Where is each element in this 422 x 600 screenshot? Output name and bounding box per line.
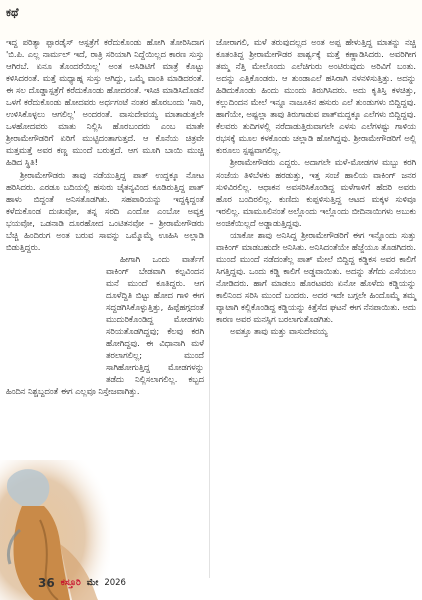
page-number: 36 (38, 576, 55, 590)
left-column (6, 36, 204, 397)
paragraph: ಶ್ರೀರಾಮೇಗೌಡರು ಎದ್ದರು. ಅದಾಗಲೇ ಮಳೆ-ಮೋಡಗಳ ಮಬ್ಬು ಕರಗಿ ಸಂಜೆಯ ತಿಳಿಬೆಳಕು ಹರಡುತ್ತು, ಇತ್ತ ಸಂಜೆ ಹಾಲಿಯ ವಾಕಿಂಗ್ ಜನರ ಸುಳಿವಿರಲಿಲ್ಲ. ಆಧಾಕನ ಅವಸರಿಸಿಕೊಂಡಿದ್ದ ಮಳೆಗಾಳಿಗೆ ಹೆದರಿ ಅವರು ಹೊರ ಬಂದಿರಲಿಲ್ಲ. ಕುಣಿದು ಕುಪ್ಪಳಿಸುತ್ತಿದ್ದ ಆಟದ ಮಕ್ಕಳ ಸುಳಿವೂ ಇರಲಿಲ್ಲ. ಮಾಮೂಲಿನಂತೆ ಅಲ್ಲೊಂದು ಇಲ್ಲೊಂದು ಬೀದಿನಾಯಿಗಳು ಅಬುಕು ಅಂಜಿಕೆಯಿಲ್ಲದೆ ಅಡ್ಡಾಡುತ್ತಿದ್ದವು. (216, 157, 416, 228)
section-label: ಕಥೆ (6, 6, 19, 19)
right-column (216, 36, 416, 337)
paragraph: ಜೋರಾಗಲಿ, ಮಳೆ ತರುವುದಲ್ಲದ ಅಂತ ಅಪ್ಪ ಹೇಳುತ್ತಿದ್ದ ಮಾತನ್ನು ನಚ್ಚಿ ಕೂತಂತಿದ್ದ ಶ್ರೀರಾಮೇಗೌಡರ ಪಾರ್ಶ್ವಕ್ಕೆ ಮತ್ತೆ ಕಣ್ಣಾಡಿಸಿದರು. ಅವರಿಗೀಗ ತಮ್ಮ ನೆತ್ತಿ ಮೇಲೊಂದು ಎಲೆಚಿಗುರು ಅಂಟಿರುವುದು ಅರಿವಿಗೆ ಬಂತು. ಅದನ್ನು ಎತ್ತಿಕೊಂಡರು. ಆ ತುಂಡಾಎಲೆ ಹಸಿರಾಗಿ ನಳನಳಿಸುತ್ತಿತ್ತು. ಅದನ್ನು ಹಿಡಿದುಕೊಂಡು ಹಿಂದು ಮುಂದು ತಿರುಗಿಸಿದರು. ಅದು ಕೃತಿಸ್ತಿ ಕಳಚಿತ್ತು, ಕಲ್ಲುದಿಂದನ ಮೇಲೆ ಇನ್ನೂ ನಾಜೂಕಿನ ಹಸುರು ಎಲೆ ತುಂಡುಗಳು ಬಿದ್ದಿದ್ದವು. ಹಾಗೆಯೇ, ಅಷ್ಟಲ್ಲಾ ತಾವು ತಿರುಗಾಡುವ ಪಾತ್‌ಮದ್ದಕ್ಕೂ ಎಲೆಗಳು ಬಿದ್ದಿದ್ದವು. ಕೆಲವರು ತುದಿಗಳಲ್ಲಿ ನರೆದಾಡುತ್ತಿರುವಾಗಲೇ ಎಳಸು ಎಲೆಗಳಷ್ಟು ಗಾಳಿಯ ರಭಸಕ್ಕೆ ಮೂಲ ಕಳಕೊಂಡು ಚಲ್ಲಾಡಿ ಹೋಗಿದ್ದವು. ಶ್ರೀರಾಮೇಗೌಡರಿಗೆ ಅಲ್ಲಿ ಕುರೂಲು ಸ್ಪಷ್ಟವಾಗಲಿಲ್ಲ. (216, 37, 416, 156)
paragraph: ಹೀಗಾಗಿ ಒಂದು ವಾರ್ತೆಗೆ ವಾಕಿಂಗ್ ಬೇಡವಾಗಿ ಕಲ್ಪವಿಂದನ ಮನೆ ಮುಂದೆ ಕೂತಿದ್ದರು. ಆಗ ದೂಳೆದ್ದಿತಿ ಬಿಟ್ಟು ಹೋದ ಗಾಳಿ ಈಗ ಸದ್ದಡಗಿಸಿಕೊಳ್ಳುತ್ತಿತ್ತು, ಹಿಪ್ಪೆಹಗ್ಗದಂತೆ ಮುದುರಿಕೊಂಡಿದ್ದ ಮೋಡಗಳು ಸರಿಯತೊಡಗಿದ್ದವು; ಕೆಲವು ಕರಗಿ ಹೋಗಿದ್ದವು. ಈ ವಿಧಾನಾಗಿ ಮಳೆ ತರಲಾಗಲಿಲ್ಲ; ಮುಂದೆ ಸಾಗಿಹೋಗುತ್ತಿದ್ದ ಮೋಡಗಳನ್ನು ತಡೆದು ನಿಲ್ಲಿಸಲಾಗಲಿಲ್ಲ. ಕಬ್ಬದ ಹಿಂದಿನ ನಿಶ್ಚಬ್ದದಂತೆ ಈಗ ಎಲ್ಲವೂ ನಿಸ್ತೇಜವಾಗಿತ್ತು. (6, 253, 204, 397)
paragraph: ಯಾಕೋ ಶಾವು ಅನಿಸಿದ್ದ ಶ್ರೀರಾಮೇಗೌಡರಿಗೆ ಈಗ ಇನ್ನೊಂದು ಸುತ್ತು ವಾಕಿಂಗ್ ಮಾಡಬಹುದೇ ಅನಿಸಿತು. ಅನಿಸಿದಂತೆಯೇ ಹೆಜ್ಜೆಯೂ ತೊಡಗಿದರು. ಮುಂದೆ ಮುಂದೆ ನಡೆದಂತೆಲ್ಲ ಪಾತ್ ಮೇಲೆ ಬಿದ್ದಿದ್ದ ಕಡ್ಡಿಕಸ ಅವರ ಕಾಲಿಗೆ ಸಿಗತ್ತಿದ್ದವು. ಒಂದು ಕಡ್ಡಿ ಕಾಲಿಗೆ ಅಡ್ಡವಾಯಿತು. ಅದನ್ನು ತೆಗೆದು ಎಸೆಯಲು ನೋಡಿದರು. ಹಾಗೆ ಮಾಡಲು ಹೊರಟವರು ಏನೋ ಹೊಳೆದು ಕಡ್ಡಿಯನ್ನು ಕಾಲಿನಿಂದ ಸರಿಸಿ ಮುಂದೆ ಬಂದರು. ಅದರ ಇದೇ ಬಗ್ಗಲೇ ಹಿಂದೊಮ್ಮೆ ತಮ್ಮ ವ್ಯಾಟಾಗಿ ಕಲ್ಲಿಕೊಂಡಿದ್ದ ಕಡ್ಡಿಯನ್ನು ಕಿತ್ತೆಸೆದ ಘಟನೆ ಈಗ ನೆನಪಾಯಿತು. ಅದು ಕಾರಣ ಅವರ ಮನಸ್ಸಿಗ ಬರಲಾಗುತೊಡಗಿತು. (216, 229, 416, 325)
column-divider (209, 40, 210, 578)
paragraph: ಅವತ್ತೂ ತಾವು ಮತ್ತು ವಾಸುದೇವಯ್ಯ (230, 326, 328, 337)
illustration-spacer (6, 253, 106, 381)
header-bar (0, 0, 422, 40)
issue-month: ಮೇ (86, 578, 99, 588)
page-footer (38, 574, 126, 592)
paragraph: ಶ್ರೀರಾಮೇಗೌಡರು ತಾವು ನಡೆಯುತ್ತಿದ್ದ ಪಾತ್ ಉದ್ದಕ್ಕೂ ನೋಟ ಹರಿಸಿದರು. ಎರಡೂ ಬದಿಯಲ್ಲಿ ಹಸುರು ಚೈತನ್ಯವಿಂದ ಕೂಡಿರುತ್ತಿದ್ದ ಪಾತ್ ಹಾಳು ಬಿದ್ದಂತೆ ಅನಿಸತೊಡಗಿತು. ಸಹಪಾಠಿಯನ್ನು ಇದ್ದಕ್ಕಿದ್ದಂತೆ ಕಳೆದುಕೊಂಡ ದುಃಖವೋ, ತನ್ನ ಸರದಿ ಎಂದೋ ಎಂಬೋ ಅವ್ಯಕ್ತ ಭಯವೋ, ಒಡನಾಡಿ ದೂರಹೋದ ಒಂಟಿತನವೋ – ಶ್ರೀರಾಮೇಗೌಡರು ಬೆಚ್ಚಿ ಹಿಂದಿರುಗ ಅಂತ ಬರುವ ಸಾವನ್ನು ಒಮ್ಮೊಮ್ಮೆ ಊಹಿಸಿ ಅಲ್ಲಾಡಿ ಬಿಡುತ್ತಿದ್ದರು. (6, 169, 204, 252)
issue-year: 2026 (104, 578, 126, 588)
paragraph: ಇದ್ದ ಪರಿತ್ಯಾ ಪ್ಪಾರಡೈಸ್ ಆಸ್ಪತ್ರೆಗೆ ಕರೆದುಕೊಂಡು ಹೋಗಿ ತೋರಿಸಿದಾಗ 'ಬಿ.ಪಿ. ಎಲ್ಲ ನಾರ್ಮಲ್ ಇದೆ, ರಾತ್ರಿ ಸರಿಯಾಗಿ ನಿದ್ದೆಯಿಲ್ಲದ ಕಾರಣ ಸುಸ್ತು ಆಗಿರಬೆ. ಏನೂ ತೊಂದರೆಯಿಲ್ಲ' ಅಂತ ಅಸಿಡಿಟಿಗೆ ಮಾತ್ರೆ ಕೊಟ್ಟು ಕಳಿಸಿದರಂತೆ. ಮತ್ತೆ ಮಧ್ಯಾಹ್ನ ಸುಸ್ತು ಆಗಿದ್ದು, ಒಮ್ಮೆ ವಾಂತಿ ಮಾಡಿದರಂತೆ. ಈ ಸಲ ದೊಡ್ಡಾಸ್ಪತ್ರೆಗೆ ಕರೆದುಕೊಂಡು ಹೋದರಂತೆ. ಇಸಿಜಿ ಮಾಡಿಸಿದೊಡನೆ ಒಳಗೆ ಕರೆದುಕೊಂಡು ಹೋದವರು ಅರ್ಧಗಂಟೆ ನಂತರ ಹೊರಬಂದು 'ಸಾರಿ, ಉಳಿಸಿಕೊಳ್ಳಲು ಆಗಲಿಲ್ಲ' ಅಂದರಂತೆ. ವಾಸುದೇವಯ್ಯ ಮಾತಾಡುತ್ತಲೇ ಒಳಹೋದವರು ಮಾತು ನಿಲ್ಲಿಸಿ ಹೊರಬಂದರು ಎಂಬ ಮಾತೇ ಶ್ರೀರಾಮೇಗೌಡರಿಗೆ ಏರಿಗೆ ಮುಟ್ಟಿದಂತಾಗುತ್ತದೆ. ಆ ಕೊನೆಯ ಚಿತ್ರವೇ ಮತ್ತಮತ್ತೆ ಅವರ ಕಣ್ಣ ಮುಂದೆ ಬರುತ್ತದೆ. ಆಗ ಮೂಗಿ ಬಾಯಿ ಮುಚ್ಚಿ ಹಿಡಿದ ಸ್ಥಿತಿ! (6, 37, 204, 168)
magazine-name: ಕಸ್ತೂರಿ (60, 578, 81, 588)
